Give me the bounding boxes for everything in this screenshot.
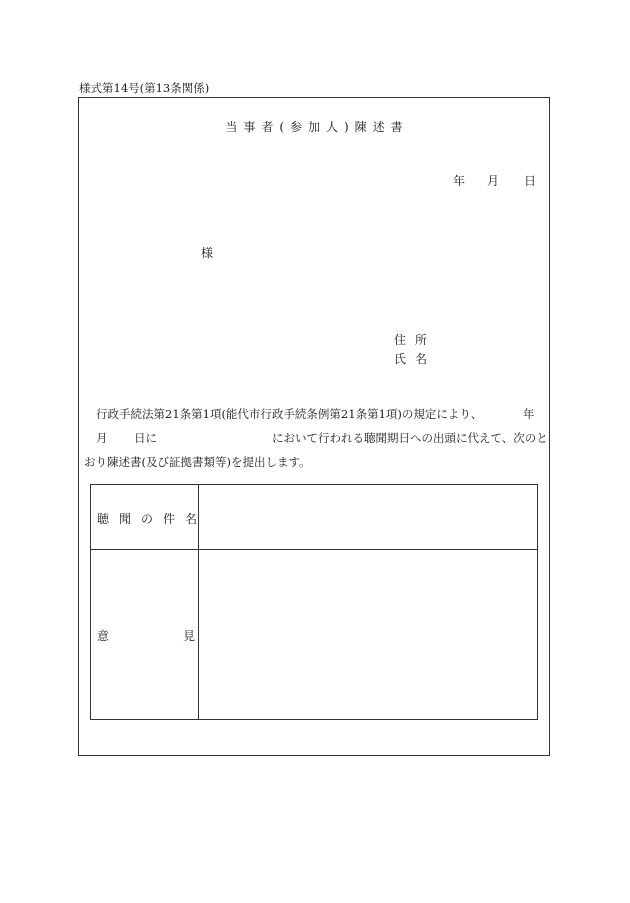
opinion-field[interactable] — [199, 550, 537, 719]
date-year-label: 年 — [453, 174, 466, 188]
form-title: 当事者(参加人)陳述書 — [225, 120, 409, 134]
statement-table — [90, 484, 538, 720]
statement-line-2: において行われる聴聞期日への出頭に代えて、次のと — [272, 431, 548, 445]
hearing-case-label: 聴聞の件名 — [97, 512, 208, 526]
opinion-label-right: 見 — [183, 629, 196, 643]
date-day-label: 日 — [524, 174, 537, 188]
hearing-case-field[interactable] — [199, 485, 537, 549]
form-number: 様式第14号(第13条関係) — [79, 81, 210, 95]
statement-year-label: 年 — [523, 407, 535, 421]
statement-line-3: おり陳述書(及び証拠書類等)を提出します。 — [84, 455, 311, 469]
opinion-label-left: 意 — [97, 629, 110, 643]
address-label: 住所 — [394, 333, 437, 347]
statement-month-label: 月 — [96, 431, 108, 445]
statement-day-label: 日に — [134, 431, 157, 445]
statement-line-1: 行政手続法第21条第1項(能代市行政手続条例第21条第1項)の規定により、 — [96, 407, 483, 421]
date-month-label: 月 — [487, 174, 500, 188]
name-label: 氏名 — [394, 352, 437, 366]
addressee-suffix: 様 — [201, 246, 214, 260]
